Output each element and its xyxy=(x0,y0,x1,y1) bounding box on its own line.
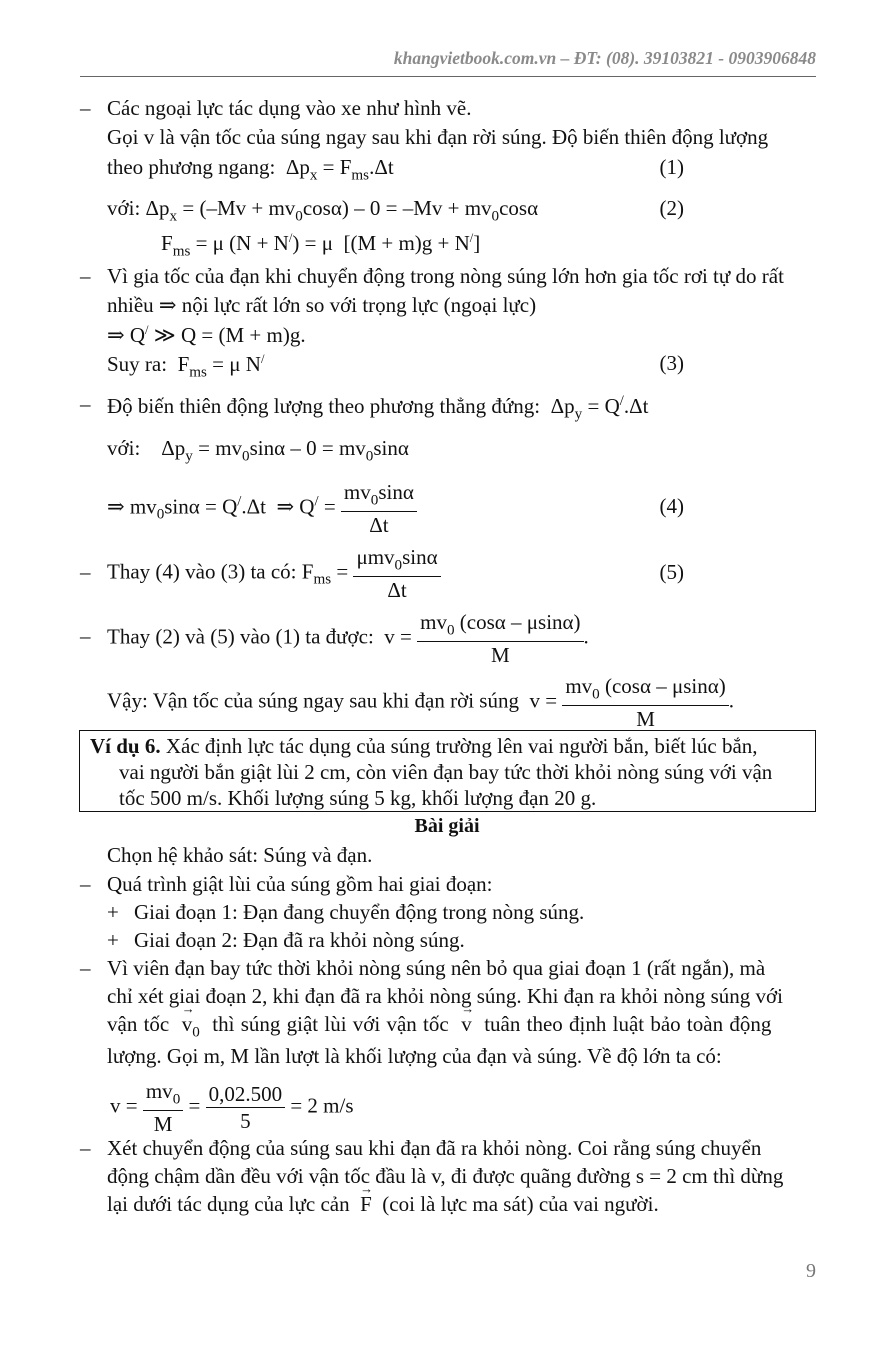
text-line: lượng. Gọi m, M lần lượt là khối lượng của đạn và súng. Về độ lớn ta có: xyxy=(107,1044,722,1068)
vector-v0: → v xyxy=(182,1014,193,1035)
equation-number: (5) xyxy=(659,560,684,584)
vector-v: → v xyxy=(461,1014,472,1035)
equation: $F_{ms} = \mu$ N/ xyxy=(177,352,265,381)
text-line: Độ biến thiên động lượng theo phương thẳng đứng: xyxy=(107,394,541,418)
equation-line-2 xyxy=(107,198,538,224)
text-line-with-vector xyxy=(107,1194,659,1215)
text-line: theo phương ngang: xyxy=(107,155,276,179)
bullet-dash: – xyxy=(80,1136,91,1160)
equation-number: (4) xyxy=(659,494,684,518)
fraction: $\frac{mv_0 (\cos\alpha - \mu\sin\alpha)}{M}$ xyxy=(562,675,728,730)
text-line: Chọn hệ khảo sát: Súng và đạn. xyxy=(107,843,373,867)
equation-number: (1) xyxy=(659,155,684,179)
text-line: tốc 500 m/s. Khối lượng súng 5 kg, khối lượng đạn 20 g. xyxy=(119,786,597,810)
text-line: chỉ xét giai đoạn 2, khi đạn đã ra khỏi nòng súng. Khi đạn ra khỏi nòng súng với xyxy=(107,984,783,1008)
equation-fraction-line: Vậy: Vận tốc của súng ngay sau khi đạn rời súng v = $\frac{mv_0 (\cos\alpha - \mu\sin\alpha)}{M}$ . xyxy=(107,674,734,732)
equation-number: (2) xyxy=(659,196,684,220)
text-line: Xét chuyển động của súng sau khi đạn đã ra khỏi nòng. Coi rằng súng chuyển xyxy=(107,1136,762,1160)
bullet-plus: + xyxy=(107,928,119,952)
fraction: $\frac{mv_0\sin\alpha}{\Delta t}$ xyxy=(341,481,417,536)
equation-number: (3) xyxy=(659,351,684,375)
equation: $\Delta p_x = (-Mv + mv_0\cos\alpha) - 0 = -Mv + mv_0\cos\alpha$ xyxy=(145,196,539,225)
vector-F: → F xyxy=(360,1194,372,1215)
text-line: Suy ra: xyxy=(107,352,168,376)
equation-line xyxy=(107,394,648,422)
bullet-dash: – xyxy=(80,560,91,584)
equation: ⇒ Q/ ≫ Q = (M + m)g. xyxy=(107,323,306,347)
text-line: với: xyxy=(107,436,141,460)
bullet-dash: – xyxy=(80,872,91,896)
text-line-with-vectors: vận tốc → $v_0$ thì súng giật lùi với vận tốc → v tuân theo định luật bảo toàn động xyxy=(107,1014,771,1040)
equation-calc: v = $\frac{mv_0}{M}$ = $\frac{0,02.500}{5}$ = 2 m/s xyxy=(110,1079,354,1137)
equation-line-1 xyxy=(107,157,394,183)
bullet-dash: – xyxy=(80,624,91,648)
example-label: Ví dụ 6. xyxy=(90,734,161,758)
page-number: 9 xyxy=(806,1260,816,1282)
calc-result: = 2 m/s xyxy=(290,1093,354,1118)
text-line: động chậm dần đều với vận tốc đầu là v, đi được quãng đường s = 2 cm thì dừng xyxy=(107,1164,784,1188)
fraction: $\frac{mv_0 (\cos\alpha - \mu\sin\alpha)}{M}$ xyxy=(417,611,583,666)
text-line: lại dưới tác dụng của lực cản xyxy=(107,1192,350,1216)
equation: $\Delta p_x = F_{ms}.\Delta t$ xyxy=(285,155,394,184)
bullet-dash: – xyxy=(80,264,91,288)
text-line: Xác định lực tác dụng của súng trường lên vai người bắn, biết lúc bắn, xyxy=(165,734,758,758)
text-line: Vì gia tốc của đạn khi chuyển động trong nòng súng lớn hơn gia tốc rơi tự do rất xyxy=(107,264,784,288)
bullet-plus: + xyxy=(107,900,119,924)
fraction: $\frac{0,02.500}{5}$ xyxy=(206,1083,286,1132)
page-header: khangvietbook.com.vn – ĐT: (08). 39103821 - 0903906848 xyxy=(393,48,816,68)
equation-line xyxy=(107,438,409,464)
fraction: $\frac{mv_0}{M}$ xyxy=(143,1080,183,1135)
equation: $\Delta p_y = Q^/.\Delta t$ xyxy=(550,393,649,423)
text-line: nhiều ⇒ nội lực rất lớn so với trọng lực (ngoại lực) xyxy=(107,293,537,317)
text-line: với: xyxy=(107,196,141,220)
text-line: Quá trình giật lùi của súng gồm hai giai đoạn: xyxy=(107,872,493,896)
bullet-dash: – xyxy=(80,96,91,120)
text-line: Gọi v là vận tốc của súng ngay sau khi đạn rời súng. Độ biến thiên động lượng xyxy=(107,125,769,149)
equation-line-3 xyxy=(107,353,264,380)
equation: $\Delta p_y = mv_0\sin\alpha - 0 = mv_0\sin\alpha$ xyxy=(161,436,409,465)
text-line: (coi là lực ma sát) của vai người. xyxy=(382,1192,659,1216)
header-rule xyxy=(80,76,816,77)
text-line: Giai đoạn 2: Đạn đã ra khỏi nòng súng. xyxy=(134,928,465,952)
equation-fraction-line: Thay (4) vào (3) ta có: $F_{ms}$ = $\frac{\mu mv_0\sin\alpha}{\Delta t}$ xyxy=(107,546,441,601)
bullet-dash: – xyxy=(80,956,91,980)
text-line: tuân theo định luật bảo toàn động xyxy=(484,1012,772,1036)
example-line xyxy=(90,736,758,757)
text-line: Thay (4) vào (3) ta có: xyxy=(107,559,297,584)
text-line: Giai đoạn 1: Đạn đang chuyển động trong nòng súng. xyxy=(134,900,585,924)
equation-fraction-line: Thay (2) và (5) vào (1) ta được: v = $\frac{mv_0 (\cos\alpha - \mu\sin\alpha)}{M}$ . xyxy=(107,610,589,668)
text-line: vai người bắn giật lùi 2 cm, còn viên đạn bay tức thời khỏi nòng súng với vận xyxy=(119,760,773,784)
equation: $F_{ms} = \mu$ (N + N/) = μ [(M + m)g + N/] xyxy=(161,231,481,260)
text-line: Thay (2) và (5) vào (1) ta được: xyxy=(107,624,374,649)
bullet-dash: – xyxy=(80,392,91,416)
equation-fraction-line: ⇒ $mv_0\sin\alpha = Q^/.\Delta t$ ⇒ Q/ = $\frac{mv_0\sin\alpha}{\Delta t}$ xyxy=(107,481,417,536)
text-line: Vậy: Vận tốc của súng ngay sau khi đạn rời súng xyxy=(107,688,519,713)
text-line: Các ngoại lực tác dụng vào xe như hình vẽ. xyxy=(107,96,472,120)
text-line: Vì viên đạn bay tức thời khỏi nòng súng nên bỏ qua giai đoạn 1 (rất ngắn), mà xyxy=(107,956,766,980)
text-line: thì súng giật lùi với vận tốc xyxy=(212,1012,449,1036)
solution-title: Bài giải xyxy=(414,815,480,837)
text-line: vận tốc xyxy=(107,1012,170,1036)
fraction: $\frac{\mu mv_0\sin\alpha}{\Delta t}$ xyxy=(353,546,440,601)
